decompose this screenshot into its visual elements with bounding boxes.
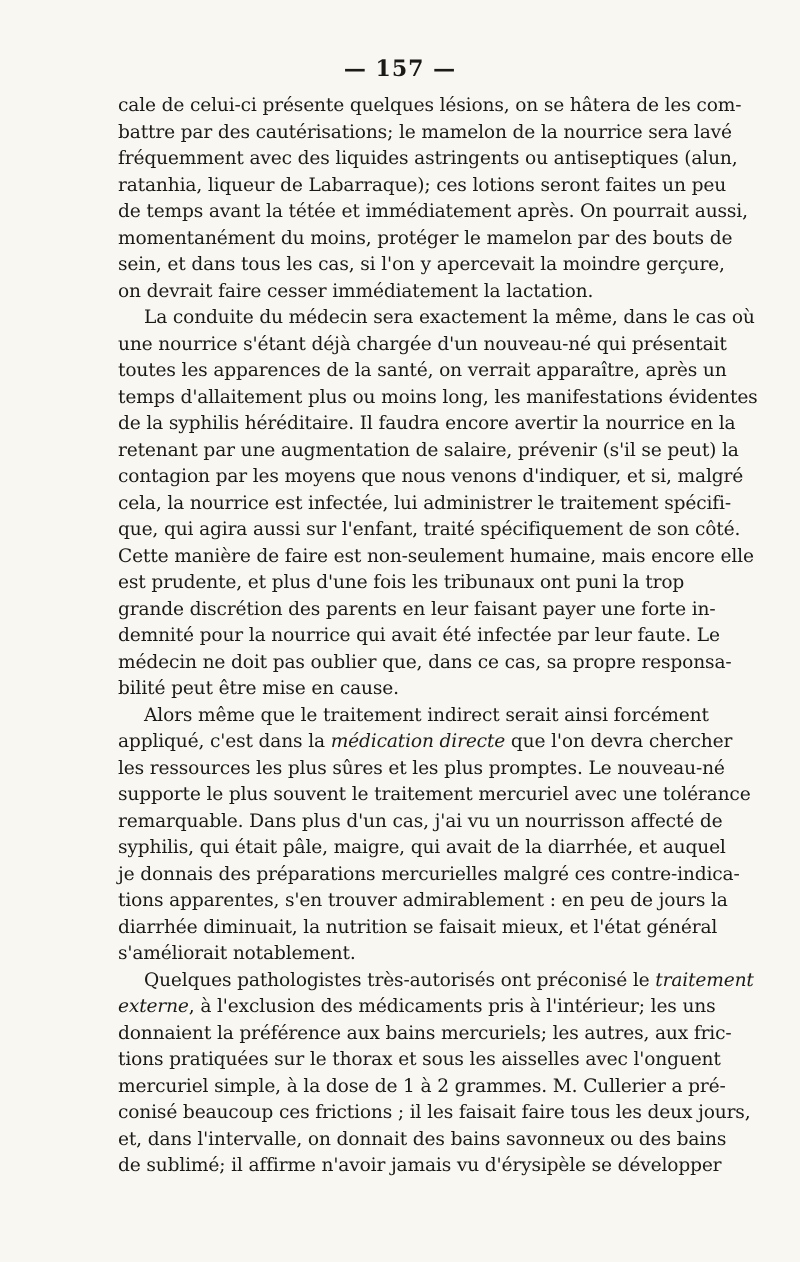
text-run: Alors même que le traitement indirect serait ainsi forcément	[144, 704, 709, 726]
text-run: , à l'exclusion des médicaments pris à l'intérieur; les uns	[188, 996, 716, 1017]
text-line: que, qui agira aussi sur l'enfant, traité spécifiquement de son côté.	[118, 519, 741, 540]
text-line: de sublimé; il affirme n'avoir jamais vu d'érysipèle se développer	[118, 1155, 722, 1176]
text-run: que l'on devra chercher	[505, 731, 733, 752]
page-number: — 157 —	[343, 56, 457, 82]
text-line: donnaient la préférence aux bains mercuriels; les autres, aux fric-	[118, 1022, 732, 1044]
text-line	[118, 994, 716, 1021]
text-line: cale de celui-ci présente quelques lésions, on se hâtera de les com-	[118, 95, 742, 116]
text-run: Quelques pathologistes très-autorisés ont préconisé le	[144, 969, 656, 991]
text-line: fréquemment avec des liquides astringents ou antiseptiques (alun,	[118, 148, 738, 169]
text-line: diarrhée diminuait, la nutrition se faisait mieux, et l'état général	[118, 916, 718, 938]
text-line: battre par des cautérisations; le mamelon de la nourrice sera lavé	[118, 121, 732, 143]
text-line	[118, 729, 733, 756]
text-line: bilité peut être mise en cause.	[118, 678, 399, 699]
text-line: cela, la nourrice est infectée, lui administrer le traitement spécifi-	[118, 492, 731, 514]
text-line: toutes les apparences de la santé, on verrait apparaître, après un	[118, 360, 727, 381]
text-line: une nourrice s'étant déjà chargée d'un nouveau-né qui présentait	[118, 333, 727, 355]
text-line: de la syphilis héréditaire. Il faudra encore avertir la nourrice en la	[118, 413, 736, 434]
paragraph-start-line: La conduite du médecin sera exactement la même, dans le cas où	[144, 307, 755, 328]
text-line: tions pratiquées sur le thorax et sous les aisselles avec l'onguent	[118, 1049, 721, 1070]
text-line: retenant par une augmentation de salaire, prévenir (s'il se peut) la	[118, 439, 739, 461]
text-line: ratanhia, liqueur de Labarraque); ces lotions seront faites un peu	[118, 174, 727, 196]
text-line: je donnais des préparations mercurielles malgré ces contre-indica-	[118, 863, 740, 885]
text-line: temps d'allaitement plus ou moins long, les manifestations évidentes	[118, 386, 758, 408]
text-line: contagion par les moyens que nous venons d'indiquer, et si, malgré	[118, 466, 744, 487]
italic-term: médication directe	[330, 731, 506, 752]
text-line: conisé beaucoup ces frictions ; il les faisait faire tous les deux jours,	[118, 1102, 751, 1123]
text-line: on devrait faire cesser immédiatement la lactation.	[118, 280, 594, 302]
text-line: Cette manière de faire est non-seulement humaine, mais encore elle	[118, 545, 754, 567]
text-run: appliqué, c'est dans la	[118, 731, 331, 752]
text-line: médecin ne doit pas oublier que, dans ce cas, sa propre responsa-	[118, 651, 732, 673]
text-line: syphilis, qui était pâle, maigre, qui avait de la diarrhée, et auquel	[118, 837, 726, 858]
text-line: mercuriel simple, à la dose de 1 à 2 grammes. M. Cullerier a pré-	[118, 1075, 726, 1097]
text-line: demnité pour la nourrice qui avait été infectée par leur faute. Le	[118, 625, 720, 646]
text-line: de temps avant la tétée et immédiatement après. On pourrait aussi,	[118, 201, 748, 222]
body-text	[118, 93, 758, 1180]
text-line: momentanément du moins, protéger le mamelon par des bouts de	[118, 227, 733, 249]
text-line: les ressources les plus sûres et les plus promptes. Le nouveau-né	[118, 757, 725, 779]
text-line: remarquable. Dans plus d'un cas, j'ai vu un nourrisson affecté de	[118, 810, 723, 832]
text-line: tions apparentes, s'en trouver admirablement : en peu de jours la	[118, 890, 728, 911]
paragraph-start-line	[118, 968, 754, 995]
text-line: et, dans l'intervalle, on donnait des bains savonneux ou des bains	[118, 1128, 727, 1150]
italic-term: externe	[118, 996, 189, 1017]
text-line: est prudente, et plus d'une fois les tribunaux ont puni la trop	[118, 572, 685, 593]
text-line: grande discrétion des parents en leur faisant payer une forte in-	[118, 598, 716, 620]
text-line: sein, et dans tous les cas, si l'on y apercevait la moindre gerçure,	[118, 254, 725, 275]
italic-term: traitement	[655, 969, 754, 991]
text-line: supporte le plus souvent le traitement mercuriel avec une tolérance	[118, 784, 751, 805]
text-line: s'améliorait notablement.	[118, 943, 356, 964]
paragraph-start-line	[118, 703, 709, 730]
